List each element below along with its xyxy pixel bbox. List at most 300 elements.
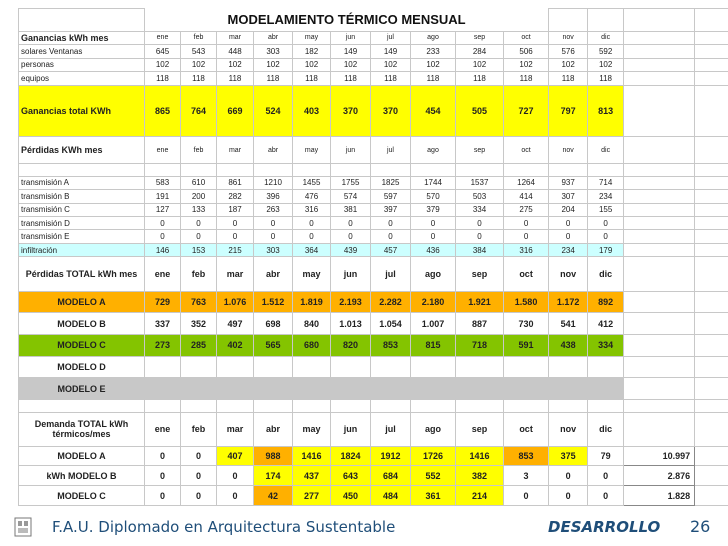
data-value: 454: [411, 85, 456, 137]
data-value: 215: [217, 243, 254, 256]
empty-cell: [371, 164, 411, 176]
empty-cell: [695, 291, 728, 313]
sheet-title: MODELAMIENTO TÉRMICO MENSUAL: [145, 9, 549, 32]
data-value: 382: [456, 466, 504, 486]
data-value: 155: [588, 203, 624, 216]
data-value: 0: [588, 486, 624, 506]
data-value: 334: [588, 335, 624, 357]
data-value: 102: [331, 58, 371, 71]
table-row: [19, 243, 728, 256]
data-value: 118: [145, 72, 181, 85]
data-value: 0: [181, 486, 217, 506]
month-header: ene: [145, 257, 181, 291]
data-value: 570: [411, 190, 456, 203]
data-value: 1.172: [549, 291, 588, 313]
empty-cell: [695, 31, 728, 44]
model-label: MODELO A: [19, 291, 145, 313]
data-value: 379: [411, 203, 456, 216]
data-value: 0: [145, 230, 181, 243]
data-value: 524: [254, 85, 293, 137]
data-value: 0: [181, 446, 217, 466]
data-value: 285: [181, 335, 217, 357]
data-value: 0: [371, 230, 411, 243]
empty-cell: [695, 203, 728, 216]
table-row: [19, 190, 728, 203]
data-value: 484: [371, 486, 411, 506]
data-value: 102: [549, 58, 588, 71]
data-value: 0: [145, 466, 181, 486]
data-value: 118: [411, 72, 456, 85]
month-header: mar: [217, 137, 254, 164]
section-header: Demanda TOTAL kWh térmicos/mes: [19, 412, 145, 446]
table-row: [19, 378, 728, 400]
empty-cell: [588, 164, 624, 176]
month-header: oct: [504, 137, 549, 164]
empty-cell: [411, 164, 456, 176]
month-header: sep: [456, 412, 504, 446]
empty-cell: [695, 412, 728, 446]
data-value: 0: [217, 230, 254, 243]
thermal-model-table: [18, 8, 728, 506]
month-header: abr: [254, 257, 293, 291]
empty-cell: [624, 378, 695, 400]
model-label: MODELO B: [19, 313, 145, 335]
empty-cell: [624, 31, 695, 44]
month-header: dic: [588, 31, 624, 44]
empty-cell: [695, 486, 728, 506]
month-header: jul: [371, 31, 411, 44]
data-value: 334: [456, 203, 504, 216]
data-value: 892: [588, 291, 624, 313]
model-label: MODELO C: [19, 486, 145, 506]
data-value: 592: [588, 45, 624, 58]
empty-cell: [624, 164, 695, 176]
data-value: 233: [411, 45, 456, 58]
data-value: 438: [549, 335, 588, 357]
data-value: 204: [549, 203, 588, 216]
data-value: 0: [504, 486, 549, 506]
data-value: 643: [331, 466, 371, 486]
data-value: 133: [181, 203, 217, 216]
empty-cell: [624, 217, 695, 230]
month-header: abr: [254, 31, 293, 44]
data-value: 439: [331, 243, 371, 256]
data-value: 457: [371, 243, 411, 256]
empty-cell: [293, 164, 331, 176]
data-value: [504, 356, 549, 378]
month-header: ene: [145, 412, 181, 446]
data-value: 316: [504, 243, 549, 256]
empty-cell: [19, 164, 145, 176]
month-header: jun: [331, 137, 371, 164]
data-value: 179: [588, 243, 624, 256]
data-value: 0: [217, 486, 254, 506]
section-header: Ganancias kWh mes: [19, 31, 145, 44]
data-value: [504, 378, 549, 400]
data-value: 0: [504, 217, 549, 230]
data-value: 1264: [504, 176, 549, 189]
month-header: ago: [411, 31, 456, 44]
data-value: 0: [456, 217, 504, 230]
empty-cell: [624, 9, 695, 32]
data-value: 865: [145, 85, 181, 137]
empty-cell: [181, 400, 217, 412]
empty-cell: [624, 85, 695, 137]
empty-cell: [624, 58, 695, 71]
empty-cell: [695, 176, 728, 189]
data-value: 853: [371, 335, 411, 357]
data-value: 729: [145, 291, 181, 313]
data-value: 118: [217, 72, 254, 85]
data-value: 375: [549, 446, 588, 466]
data-value: 102: [456, 58, 504, 71]
model-label: MODELO E: [19, 378, 145, 400]
empty-cell: [254, 400, 293, 412]
data-value: 0: [588, 230, 624, 243]
data-value: 0: [254, 217, 293, 230]
empty-cell: [695, 230, 728, 243]
data-value: 0: [588, 466, 624, 486]
empty-cell: [624, 291, 695, 313]
data-value: 0: [549, 217, 588, 230]
data-value: 2.282: [371, 291, 411, 313]
data-value: 887: [456, 313, 504, 335]
table-row: [19, 217, 728, 230]
footer-section-label: DESARROLLO: [548, 518, 661, 536]
empty-cell: [624, 203, 695, 216]
data-value: 182: [293, 45, 331, 58]
data-value: 437: [293, 466, 331, 486]
data-value: 118: [293, 72, 331, 85]
data-value: 146: [145, 243, 181, 256]
total-gains-label: Ganancias total KWh: [19, 85, 145, 137]
table-row: [19, 164, 728, 176]
data-value: 1.054: [371, 313, 411, 335]
data-value: [411, 356, 456, 378]
data-value: 414: [504, 190, 549, 203]
data-value: 763: [181, 291, 217, 313]
data-value: 153: [181, 243, 217, 256]
data-value: 402: [217, 335, 254, 357]
data-value: 42: [254, 486, 293, 506]
data-value: [411, 378, 456, 400]
spreadsheet: [18, 8, 728, 506]
data-value: 506: [504, 45, 549, 58]
month-header: may: [293, 31, 331, 44]
month-header: jun: [331, 31, 371, 44]
row-label: infiltración: [19, 243, 145, 256]
month-header: oct: [504, 412, 549, 446]
annual-total: 10.997: [624, 446, 695, 466]
month-header: jun: [331, 257, 371, 291]
data-value: 0: [549, 486, 588, 506]
empty-cell: [371, 400, 411, 412]
data-value: 337: [145, 313, 181, 335]
section-header: Pérdidas KWh mes: [19, 137, 145, 164]
data-value: 1.580: [504, 291, 549, 313]
data-value: [181, 356, 217, 378]
data-value: 645: [145, 45, 181, 58]
data-value: 576: [549, 45, 588, 58]
data-value: 1.819: [293, 291, 331, 313]
data-value: 407: [217, 446, 254, 466]
empty-cell: [624, 176, 695, 189]
month-header: may: [293, 137, 331, 164]
empty-cell: [695, 85, 728, 137]
data-value: 1416: [456, 446, 504, 466]
data-value: 1824: [331, 446, 371, 466]
empty-cell: [293, 400, 331, 412]
table-row: [19, 291, 728, 313]
empty-cell: [695, 9, 728, 32]
data-value: 574: [331, 190, 371, 203]
data-value: 505: [456, 85, 504, 137]
data-value: 2.180: [411, 291, 456, 313]
empty-cell: [624, 230, 695, 243]
data-value: 543: [181, 45, 217, 58]
data-value: 234: [549, 243, 588, 256]
data-value: [217, 356, 254, 378]
data-value: [371, 356, 411, 378]
data-value: 0: [411, 217, 456, 230]
table-row: [19, 137, 728, 164]
data-value: 669: [217, 85, 254, 137]
row-label: solares Ventanas: [19, 45, 145, 58]
month-header: ago: [411, 137, 456, 164]
row-label: personas: [19, 58, 145, 71]
table-row: [19, 335, 728, 357]
empty-cell: [695, 446, 728, 466]
empty-cell: [549, 400, 588, 412]
empty-cell: [181, 164, 217, 176]
data-value: 149: [331, 45, 371, 58]
data-value: 1744: [411, 176, 456, 189]
empty-cell: [695, 378, 728, 400]
data-value: [181, 378, 217, 400]
data-value: 1726: [411, 446, 456, 466]
data-value: 1.512: [254, 291, 293, 313]
table-row: [19, 31, 728, 44]
empty-cell: [217, 164, 254, 176]
month-header: ago: [411, 412, 456, 446]
data-value: 102: [588, 58, 624, 71]
empty-cell: [588, 400, 624, 412]
data-value: [293, 378, 331, 400]
empty-cell: [624, 190, 695, 203]
data-value: [145, 356, 181, 378]
data-value: 0: [411, 230, 456, 243]
table-row: [19, 176, 728, 189]
data-value: 1210: [254, 176, 293, 189]
month-header: dic: [588, 257, 624, 291]
month-header: ago: [411, 257, 456, 291]
data-value: 680: [293, 335, 331, 357]
data-value: 797: [549, 85, 588, 137]
table-row: [19, 313, 728, 335]
empty-cell: [145, 164, 181, 176]
data-value: 102: [504, 58, 549, 71]
data-value: 118: [254, 72, 293, 85]
empty-cell: [331, 164, 371, 176]
month-header: mar: [217, 412, 254, 446]
data-value: 102: [371, 58, 411, 71]
empty-cell: [624, 257, 695, 291]
data-value: 102: [293, 58, 331, 71]
empty-cell: [695, 356, 728, 378]
row-label: transmisión D: [19, 217, 145, 230]
month-header: abr: [254, 412, 293, 446]
row-label: equipos: [19, 72, 145, 85]
data-value: 118: [181, 72, 217, 85]
data-value: 0: [145, 486, 181, 506]
month-header: mar: [217, 257, 254, 291]
data-value: 0: [181, 466, 217, 486]
data-value: 187: [217, 203, 254, 216]
data-value: 698: [254, 313, 293, 335]
data-value: 214: [456, 486, 504, 506]
data-value: 2.193: [331, 291, 371, 313]
data-value: 361: [411, 486, 456, 506]
empty-cell: [19, 9, 145, 32]
table-row: [19, 45, 728, 58]
empty-cell: [624, 400, 695, 412]
data-value: 384: [456, 243, 504, 256]
data-value: 565: [254, 335, 293, 357]
empty-cell: [588, 9, 624, 32]
data-value: 118: [588, 72, 624, 85]
empty-cell: [456, 400, 504, 412]
data-value: 370: [371, 85, 411, 137]
empty-cell: [695, 190, 728, 203]
data-value: [588, 378, 624, 400]
data-value: 263: [254, 203, 293, 216]
data-value: 102: [181, 58, 217, 71]
month-header: nov: [549, 257, 588, 291]
month-header: jul: [371, 257, 411, 291]
data-value: [254, 356, 293, 378]
month-header: mar: [217, 31, 254, 44]
data-value: [371, 378, 411, 400]
data-value: 813: [588, 85, 624, 137]
data-value: 597: [371, 190, 411, 203]
month-header: jun: [331, 412, 371, 446]
empty-cell: [624, 313, 695, 335]
table-row: [19, 257, 728, 291]
table-row: [19, 466, 728, 486]
empty-cell: [695, 243, 728, 256]
data-value: 610: [181, 176, 217, 189]
empty-cell: [695, 137, 728, 164]
empty-cell: [695, 313, 728, 335]
data-value: 1825: [371, 176, 411, 189]
month-header: sep: [456, 137, 504, 164]
month-header: dic: [588, 412, 624, 446]
data-value: 764: [181, 85, 217, 137]
data-value: 118: [331, 72, 371, 85]
data-value: 503: [456, 190, 504, 203]
month-header: jul: [371, 412, 411, 446]
data-value: 0: [371, 217, 411, 230]
data-value: 102: [145, 58, 181, 71]
data-value: 79: [588, 446, 624, 466]
empty-cell: [695, 400, 728, 412]
month-header: ene: [145, 31, 181, 44]
empty-cell: [624, 137, 695, 164]
data-value: [254, 378, 293, 400]
data-value: 396: [254, 190, 293, 203]
data-value: 0: [588, 217, 624, 230]
data-value: 381: [331, 203, 371, 216]
month-header: may: [293, 412, 331, 446]
data-value: 303: [254, 45, 293, 58]
data-value: [331, 378, 371, 400]
row-label: transmisión A: [19, 176, 145, 189]
data-value: 0: [145, 446, 181, 466]
empty-cell: [695, 45, 728, 58]
empty-cell: [695, 257, 728, 291]
data-value: 1912: [371, 446, 411, 466]
data-value: 436: [411, 243, 456, 256]
data-value: 1455: [293, 176, 331, 189]
model-label: MODELO D: [19, 356, 145, 378]
month-header: feb: [181, 412, 217, 446]
data-value: 303: [254, 243, 293, 256]
empty-cell: [624, 412, 695, 446]
data-value: [145, 378, 181, 400]
data-value: 273: [145, 335, 181, 357]
data-value: [549, 356, 588, 378]
data-value: 853: [504, 446, 549, 466]
data-value: 149: [371, 45, 411, 58]
data-value: 191: [145, 190, 181, 203]
row-label: transmisión B: [19, 190, 145, 203]
month-header: abr: [254, 137, 293, 164]
footer-course-label: F.A.U. Diplomado en Arquitectura Sustentable: [52, 518, 396, 536]
month-header: feb: [181, 137, 217, 164]
data-value: 0: [456, 230, 504, 243]
table-row: [19, 58, 728, 71]
data-value: 1416: [293, 446, 331, 466]
data-value: 591: [504, 335, 549, 357]
data-value: 448: [217, 45, 254, 58]
empty-cell: [624, 243, 695, 256]
empty-cell: [624, 45, 695, 58]
data-value: 1.076: [217, 291, 254, 313]
month-header: oct: [504, 257, 549, 291]
table-row: [19, 230, 728, 243]
month-header: dic: [588, 137, 624, 164]
empty-cell: [254, 164, 293, 176]
table-row: [19, 446, 728, 466]
data-value: 234: [588, 190, 624, 203]
month-header: feb: [181, 31, 217, 44]
month-header: nov: [549, 137, 588, 164]
data-value: 0: [145, 217, 181, 230]
table-row: [19, 203, 728, 216]
empty-cell: [549, 164, 588, 176]
data-value: 552: [411, 466, 456, 486]
data-value: 174: [254, 466, 293, 486]
data-value: [549, 378, 588, 400]
data-value: 102: [411, 58, 456, 71]
data-value: 1.007: [411, 313, 456, 335]
data-value: 0: [331, 230, 371, 243]
data-value: [331, 356, 371, 378]
model-label: MODELO C: [19, 335, 145, 357]
data-value: 282: [217, 190, 254, 203]
data-value: 364: [293, 243, 331, 256]
empty-cell: [695, 72, 728, 85]
